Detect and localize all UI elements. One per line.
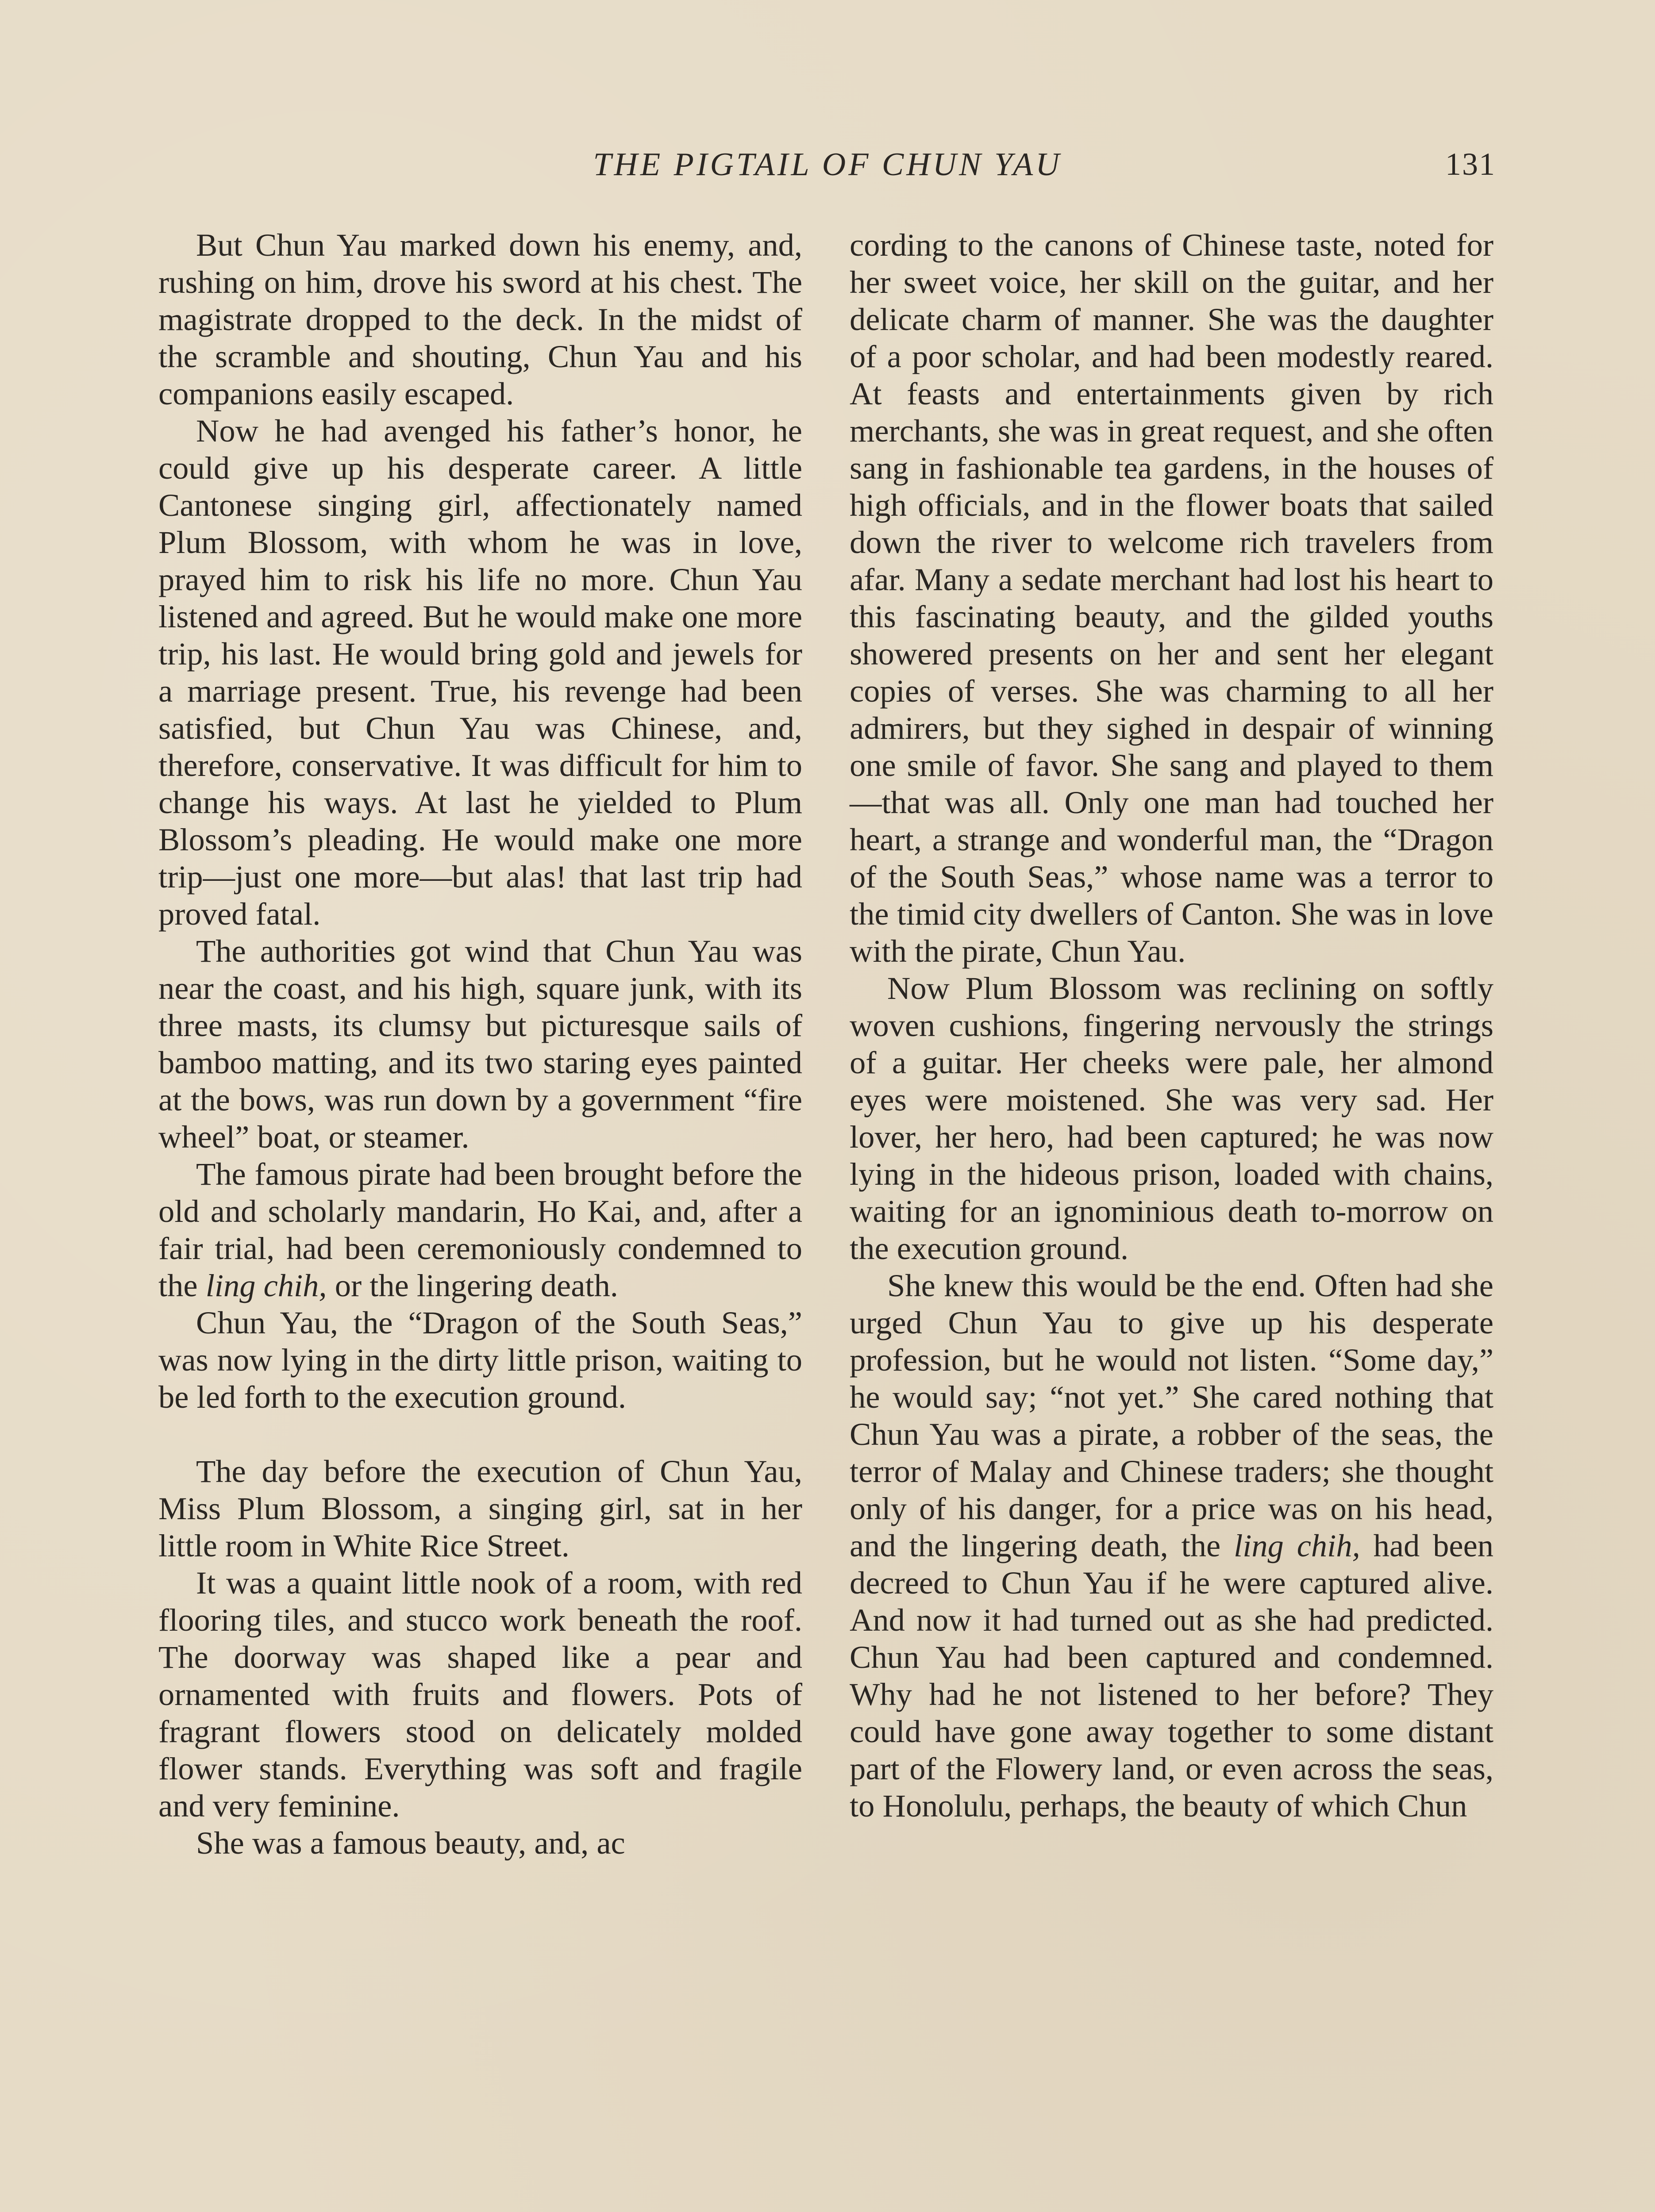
- paragraph: But Chun Yau marked down his enemy, and, rushing on him, drove his sword at his chest. The magistrate dropped to the deck. In the midst of the scramble and shouting, Chun Yau and his companions easily escaped.: [158, 227, 802, 411]
- text-run: had been decreed to Chun Yau if he were captured alive. And now it had turned out as she had predicted. Chun Yau had been captured and condemned. Why had he not listened to her before? They could have gone away together to some distant part of the Flowery land, or even across the seas, to Honolulu, perhaps, the beauty of which Chun: [850, 1528, 1493, 1824]
- paragraph: It was a quaint little nook of a room, with red flooring tiles, and stucco work beneath the roof. The doorway was shaped like a pear and ornamented with fruits and flowers. Pots of fragrant flowers stood on delicately molded flower stands. Everything was soft and fragile and very feminine.: [158, 1565, 802, 1824]
- paragraph: She was a famous beauty, and, ac: [196, 1825, 625, 1861]
- paragraph: The authorities got wind that Chun Yau was near the coast, and his high, square junk, with its three masts, its clumsy but picturesque sails of bamboo matting, and its two staring eyes painted at the bows, was run down by a government “fire wheel” boat, or steamer.: [158, 933, 802, 1155]
- paragraph: The day before the execution of Chun Yau, Miss Plum Blossom, a singing girl, sat in her little room in White Rice Street.: [158, 1453, 802, 1563]
- italic-term: ling chih,: [1234, 1528, 1360, 1563]
- text-run: The famous pirate had been brought before the old and scholarly mandarin, Ho Kai, and, after a fair trial, had been ceremoniously condemned to the: [158, 1156, 802, 1303]
- paragraph: [850, 1267, 1493, 1824]
- left-column: [158, 227, 802, 1862]
- italic-term: ling chih,: [205, 1267, 327, 1303]
- text-run: or the lingering death.: [327, 1267, 618, 1303]
- paragraph: Chun Yau, the “Dragon of the South Seas,” was now lying in the dirty little prison, waiting to be led forth to the execution ground.: [158, 1305, 802, 1415]
- paragraph: cording to the canons of Chinese taste, noted for her sweet voice, her skill on the guitar, and her delicate charm of manner. She was the daughter of a poor scholar, and had been modestly reared. At feasts and entertainments given by rich merchants, she was in great request, and she often sang in fashionable tea gardens, in the houses of high officials, and in the flower boats that sailed down the river to welcome rich travelers from afar. Many a sedate merchant had lost his heart to this fascinating beauty, and the gilded youths showered presents on her and sent her elegant copies of verses. She was charming to all her admirers, but they sighed in despair of winning one smile of favor. She sang and played to them—that was all. Only one man had touched her heart, a strange and wonderful man, the “Dragon of the South Seas,” whose name was a terror to the timid city dwellers of Canton. She was in love with the pirate, Chun Yau.: [850, 227, 1493, 969]
- paragraph: [158, 1156, 802, 1304]
- page-number: 131: [1445, 146, 1496, 182]
- right-column: [850, 227, 1493, 1824]
- running-title: THE PIGTAIL OF CHUN YAU: [593, 146, 1062, 183]
- page-header: [0, 146, 1655, 199]
- text-run: She knew this would be the end. Often had she urged Chun Yau to give up his desperate profession, but he would not listen. “Some day,” he would say; “not yet.” She cared nothing that Chun Yau was a pirate, a robber of the seas, the terror of Malay and Chinese traders; she thought only of his danger, for a price was on his head, and the lingering death, the: [850, 1267, 1493, 1563]
- paragraph: Now he had avenged his father’s honor, he could give up his desperate career. A little Cantonese singing girl, affectionately named Plum Blossom, with whom he was in love, prayed him to risk his life no more. Chun Yau listened and agreed. But he would make one more trip, his last. He would bring gold and jewels for a marriage present. True, his revenge had been satisfied, but Chun Yau was Chinese, and, therefore, conservative. It was difficult for him to change his ways. At last he yielded to Plum Blossom’s pleading. He would make one more trip—just one more—but alas! that last trip had proved fatal.: [158, 413, 802, 932]
- paragraph: Now Plum Blossom was reclining on softly woven cushions, fingering nervously the strings of a guitar. Her cheeks were pale, her almond eyes were moistened. She was very sad. Her lover, her hero, had been captured; he was now lying in the hideous prison, loaded with chains, waiting for an ignominious death to-morrow on the execution ground.: [850, 970, 1493, 1266]
